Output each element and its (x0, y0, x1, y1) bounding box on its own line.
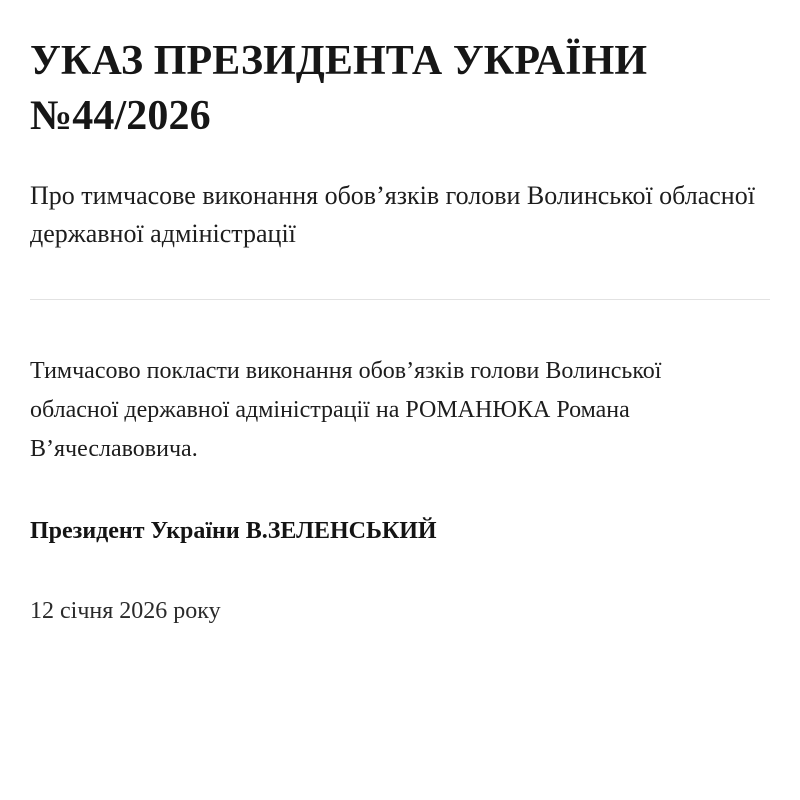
decree-subject: Про тимчасове виконання обов’язків голови Волинської обласної державної адміністрації (30, 181, 755, 249)
decree-body-text: Тимчасово покласти виконання обов’язків голови Волинської обласної державної адміністрації на РОМАНЮКА Романа В’ячеславовича. (30, 358, 662, 462)
decree-signature: Президент України В.ЗЕЛЕНСЬКИЙ (30, 517, 437, 544)
page-title: УКАЗ ПРЕЗИДЕНТА УКРАЇНИ №44/2026 (30, 38, 648, 139)
decree-date: 12 січня 2026 року (30, 597, 221, 624)
section-divider (30, 299, 770, 300)
